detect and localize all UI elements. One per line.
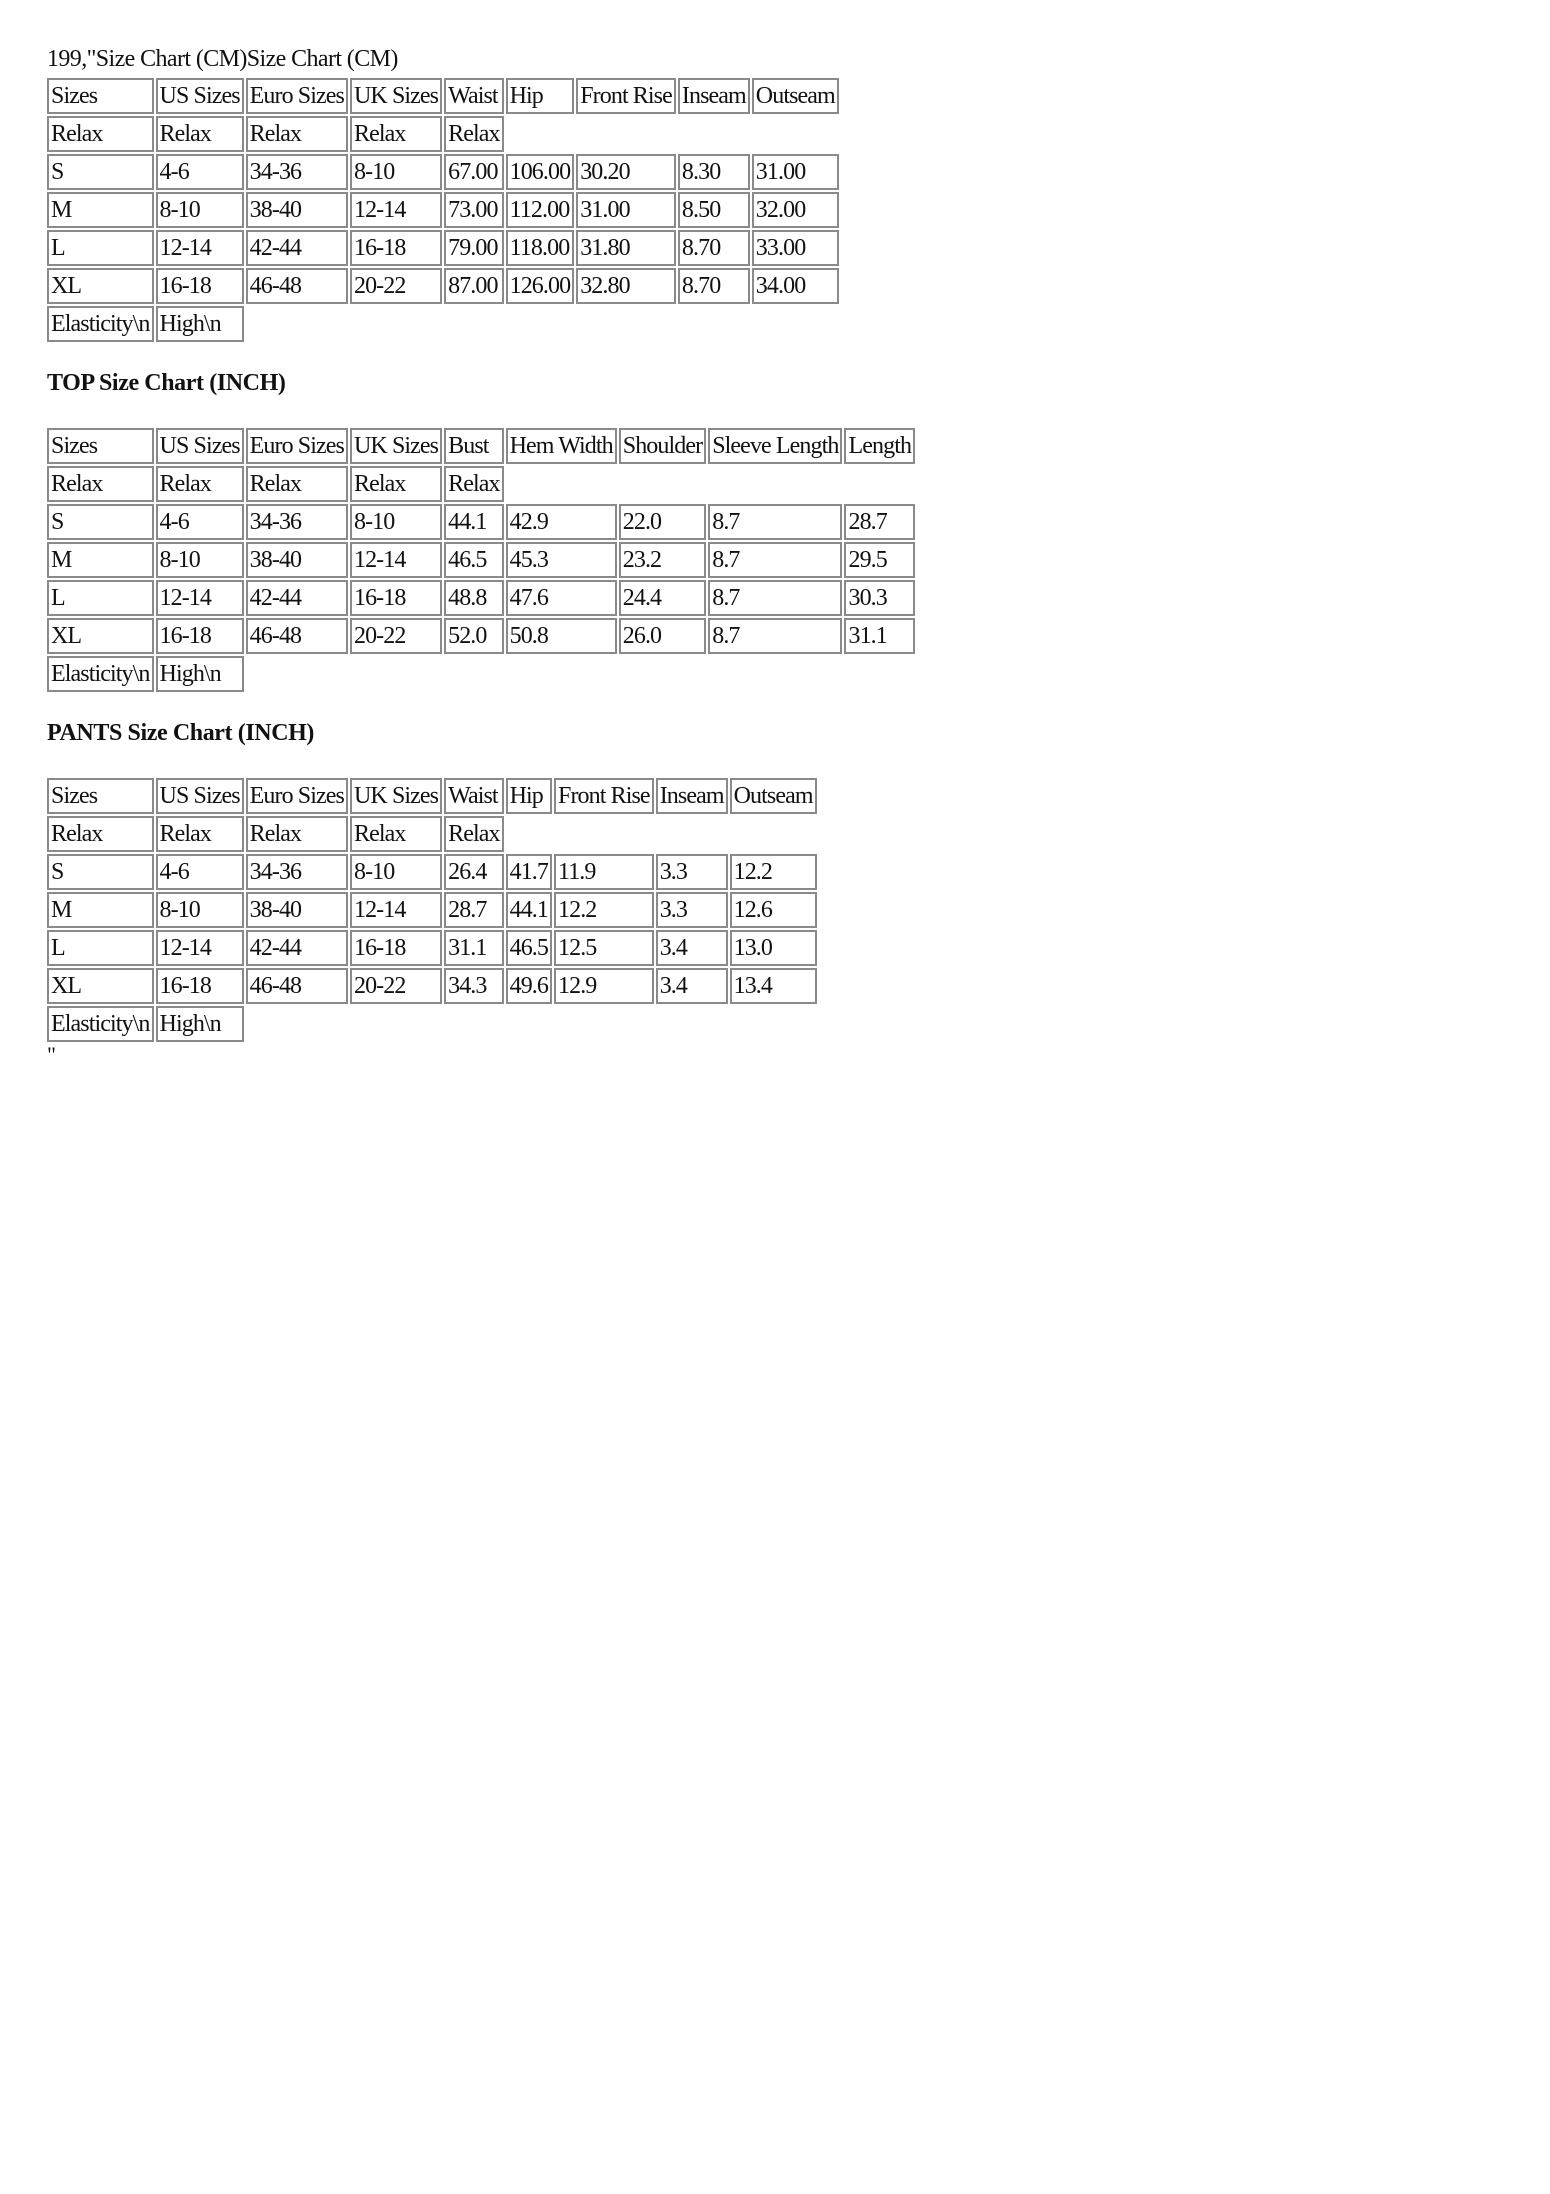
table-row-cell: M <box>47 192 154 228</box>
pants-size-table <box>45 776 819 1044</box>
header-row <box>47 778 817 814</box>
header-row-cell: Sizes <box>47 428 154 464</box>
table-row-cell: 46.5 <box>506 930 552 966</box>
table-row-cell: 8-10 <box>156 892 244 928</box>
table-row-cell: 34.3 <box>444 968 503 1004</box>
table-row-cell: 31.1 <box>844 618 915 654</box>
header-row-cell: Inseam <box>656 778 728 814</box>
table-row-cell: 28.7 <box>444 892 503 928</box>
table-row-cell: 12.2 <box>730 854 817 890</box>
table-row-cell: 50.8 <box>506 618 617 654</box>
table-row <box>47 154 839 190</box>
table-row-cell: 126.00 <box>506 268 575 304</box>
table-row-cell: 12.2 <box>554 892 654 928</box>
header-row <box>47 428 915 464</box>
relax-row-cell: Relax <box>156 116 244 152</box>
table-row-cell: 16-18 <box>350 930 442 966</box>
table-row-cell: 11.9 <box>554 854 654 890</box>
header-row <box>47 78 839 114</box>
table-row-cell: 16-18 <box>156 968 244 1004</box>
empty-cell <box>506 116 839 152</box>
elasticity-row <box>47 656 915 692</box>
table-row-cell: 8.7 <box>708 504 842 540</box>
header-row-cell: Outseam <box>752 78 839 114</box>
relax-row-cell: Relax <box>444 116 503 152</box>
relax-row <box>47 816 817 852</box>
table-row-cell: 52.0 <box>444 618 503 654</box>
table-row-cell: 34-36 <box>246 504 348 540</box>
table-row-cell: 12-14 <box>156 930 244 966</box>
table-row-cell: 3.3 <box>656 854 728 890</box>
empty-cell <box>506 816 817 852</box>
table-row <box>47 504 915 540</box>
relax-row-cell: Relax <box>350 816 442 852</box>
elasticity-row-cell: High\n <box>156 656 244 692</box>
header-row-cell: US Sizes <box>156 78 244 114</box>
table-row-cell: 12-14 <box>350 892 442 928</box>
table-row-cell: L <box>47 580 154 616</box>
table-row-cell: 26.4 <box>444 854 503 890</box>
table-row-cell: 48.8 <box>444 580 503 616</box>
table-row-cell: 30.3 <box>844 580 915 616</box>
table-row-cell: 8-10 <box>156 542 244 578</box>
header-row-cell: Sizes <box>47 78 154 114</box>
table-row <box>47 192 839 228</box>
table-row-cell: 42-44 <box>246 230 348 266</box>
table-row-cell: 22.0 <box>619 504 706 540</box>
relax-row-cell: Relax <box>444 466 503 502</box>
cm-size-table <box>45 76 841 344</box>
header-row-cell: Euro Sizes <box>246 778 348 814</box>
relax-row-cell: Relax <box>444 816 503 852</box>
elasticity-row-cell: Elasticity\n <box>47 656 154 692</box>
table-row <box>47 618 915 654</box>
table-row-cell: 42-44 <box>246 580 348 616</box>
table-row-cell: 8-10 <box>350 504 442 540</box>
table-row-cell: 46-48 <box>246 968 348 1004</box>
table-row-cell: 8.70 <box>678 268 750 304</box>
table-row-cell: 24.4 <box>619 580 706 616</box>
table-row-cell: M <box>47 542 154 578</box>
table-row-cell: M <box>47 892 154 928</box>
header-row-cell: Front Rise <box>576 78 676 114</box>
table-row-cell: 46-48 <box>246 268 348 304</box>
table-row-cell: 12.9 <box>554 968 654 1004</box>
table-row-cell: 12-14 <box>350 542 442 578</box>
table-row-cell: S <box>47 504 154 540</box>
elasticity-row-cell: Elasticity\n <box>47 306 154 342</box>
header-row-cell: Bust <box>444 428 503 464</box>
table-row-cell: 20-22 <box>350 968 442 1004</box>
table-row-cell: 31.00 <box>576 192 676 228</box>
table-row-cell: 8-10 <box>350 154 442 190</box>
table-row-cell: 73.00 <box>444 192 503 228</box>
table-row-cell: 31.80 <box>576 230 676 266</box>
header-row-cell: Hip <box>506 778 552 814</box>
header-row-cell: Front Rise <box>554 778 654 814</box>
empty-cell <box>506 466 915 502</box>
table-row <box>47 892 817 928</box>
table-row-cell: 38-40 <box>246 542 348 578</box>
table-row-cell: L <box>47 930 154 966</box>
table-row <box>47 230 839 266</box>
elasticity-row <box>47 306 839 342</box>
table-row-cell: 38-40 <box>246 892 348 928</box>
table-row-cell: 46.5 <box>444 542 503 578</box>
table-row-cell: 31.00 <box>752 154 839 190</box>
relax-row-cell: Relax <box>246 816 348 852</box>
table-row-cell: 30.20 <box>576 154 676 190</box>
table-row-cell: 20-22 <box>350 618 442 654</box>
table-row-cell: S <box>47 154 154 190</box>
table-row-cell: 16-18 <box>350 230 442 266</box>
header-row-cell: Sizes <box>47 778 154 814</box>
table-row-cell: 34.00 <box>752 268 839 304</box>
relax-row-cell: Relax <box>156 466 244 502</box>
table-row-cell: 26.0 <box>619 618 706 654</box>
table-row <box>47 268 839 304</box>
table-row-cell: 8.50 <box>678 192 750 228</box>
header-row-cell: US Sizes <box>156 428 244 464</box>
empty-cell <box>246 1006 817 1042</box>
header-row-cell: Euro Sizes <box>246 78 348 114</box>
table-row <box>47 542 915 578</box>
header-row-cell: Length <box>844 428 915 464</box>
top-size-table <box>45 426 917 694</box>
table-row-cell: 13.0 <box>730 930 817 966</box>
table-row-cell: 46-48 <box>246 618 348 654</box>
table-row-cell: 4-6 <box>156 154 244 190</box>
header-row-cell: UK Sizes <box>350 778 442 814</box>
table-row-cell: 32.00 <box>752 192 839 228</box>
table-row-cell: S <box>47 854 154 890</box>
closing-quote: " <box>47 1042 56 1067</box>
table-row-cell: 13.4 <box>730 968 817 1004</box>
table-row-cell: 106.00 <box>506 154 575 190</box>
table-row-cell: 34-36 <box>246 154 348 190</box>
table-row-cell: 8.30 <box>678 154 750 190</box>
table-row-cell: 8.7 <box>708 580 842 616</box>
header-row-cell: Waist <box>444 778 503 814</box>
table-row-cell: 44.1 <box>444 504 503 540</box>
header-row-cell: Sleeve Length <box>708 428 842 464</box>
table-row-cell: 45.3 <box>506 542 617 578</box>
table-row-cell: 20-22 <box>350 268 442 304</box>
table-row-cell: 3.4 <box>656 930 728 966</box>
document-page <box>47 44 917 1066</box>
table-row-cell: L <box>47 230 154 266</box>
table-row-cell: 12.6 <box>730 892 817 928</box>
header-row-cell: Outseam <box>730 778 817 814</box>
table-row-cell: 67.00 <box>444 154 503 190</box>
table-row-cell: 8.7 <box>708 618 842 654</box>
table-row-cell: 8.7 <box>708 542 842 578</box>
pants-size-chart-title: PANTS Size Chart (INCH) <box>47 720 314 746</box>
relax-row-cell: Relax <box>47 466 154 502</box>
table-row-cell: 8.70 <box>678 230 750 266</box>
header-row-cell: UK Sizes <box>350 78 442 114</box>
table-row <box>47 930 817 966</box>
header-row-cell: Euro Sizes <box>246 428 348 464</box>
header-row-cell: Hip <box>506 78 575 114</box>
table-row-cell: 16-18 <box>156 618 244 654</box>
table-row-cell: 3.4 <box>656 968 728 1004</box>
table-row-cell: 16-18 <box>156 268 244 304</box>
table-row-cell: 12.5 <box>554 930 654 966</box>
table-row-cell: 118.00 <box>506 230 575 266</box>
elasticity-row-cell: High\n <box>156 1006 244 1042</box>
table-row-cell: 12-14 <box>156 580 244 616</box>
elasticity-row-cell: High\n <box>156 306 244 342</box>
table-row <box>47 968 817 1004</box>
header-row-cell: UK Sizes <box>350 428 442 464</box>
table-row-cell: 34-36 <box>246 854 348 890</box>
table-row <box>47 854 817 890</box>
table-row-cell: 4-6 <box>156 504 244 540</box>
header-row-cell: US Sizes <box>156 778 244 814</box>
empty-cell <box>246 656 915 692</box>
relax-row-cell: Relax <box>246 466 348 502</box>
relax-row <box>47 116 839 152</box>
relax-row-cell: Relax <box>246 116 348 152</box>
table-row-cell: 16-18 <box>350 580 442 616</box>
table-row-cell: 8-10 <box>156 192 244 228</box>
header-row-cell: Shoulder <box>619 428 706 464</box>
relax-row-cell: Relax <box>47 816 154 852</box>
relax-row <box>47 466 915 502</box>
table-row-cell: 79.00 <box>444 230 503 266</box>
table-row-cell: 38-40 <box>246 192 348 228</box>
table-row-cell: 112.00 <box>506 192 575 228</box>
table-row-cell: 41.7 <box>506 854 552 890</box>
top-size-chart-title: TOP Size Chart (INCH) <box>47 370 286 396</box>
relax-row-cell: Relax <box>350 116 442 152</box>
header-row-cell: Waist <box>444 78 503 114</box>
table-row-cell: 42.9 <box>506 504 617 540</box>
table-row-cell: 87.00 <box>444 268 503 304</box>
table-row-cell: XL <box>47 268 154 304</box>
header-row-cell: Inseam <box>678 78 750 114</box>
table-row-cell: XL <box>47 968 154 1004</box>
elasticity-row <box>47 1006 817 1042</box>
table-row-cell: 28.7 <box>844 504 915 540</box>
table-row-cell: 23.2 <box>619 542 706 578</box>
relax-row-cell: Relax <box>47 116 154 152</box>
table-row-cell: XL <box>47 618 154 654</box>
relax-row-cell: Relax <box>156 816 244 852</box>
table-row-cell: 44.1 <box>506 892 552 928</box>
header-row-cell: Hem Width <box>506 428 617 464</box>
header-line: 199,"Size Chart (CM)Size Chart (CM) <box>47 46 398 72</box>
table-row-cell: 31.1 <box>444 930 503 966</box>
table-row-cell: 32.80 <box>576 268 676 304</box>
table-row <box>47 580 915 616</box>
table-row-cell: 49.6 <box>506 968 552 1004</box>
elasticity-row-cell: Elasticity\n <box>47 1006 154 1042</box>
table-row-cell: 29.5 <box>844 542 915 578</box>
empty-cell <box>246 306 839 342</box>
table-row-cell: 12-14 <box>350 192 442 228</box>
table-row-cell: 12-14 <box>156 230 244 266</box>
table-row-cell: 4-6 <box>156 854 244 890</box>
table-row-cell: 47.6 <box>506 580 617 616</box>
table-row-cell: 33.00 <box>752 230 839 266</box>
relax-row-cell: Relax <box>350 466 442 502</box>
table-row-cell: 3.3 <box>656 892 728 928</box>
table-row-cell: 42-44 <box>246 930 348 966</box>
table-row-cell: 8-10 <box>350 854 442 890</box>
